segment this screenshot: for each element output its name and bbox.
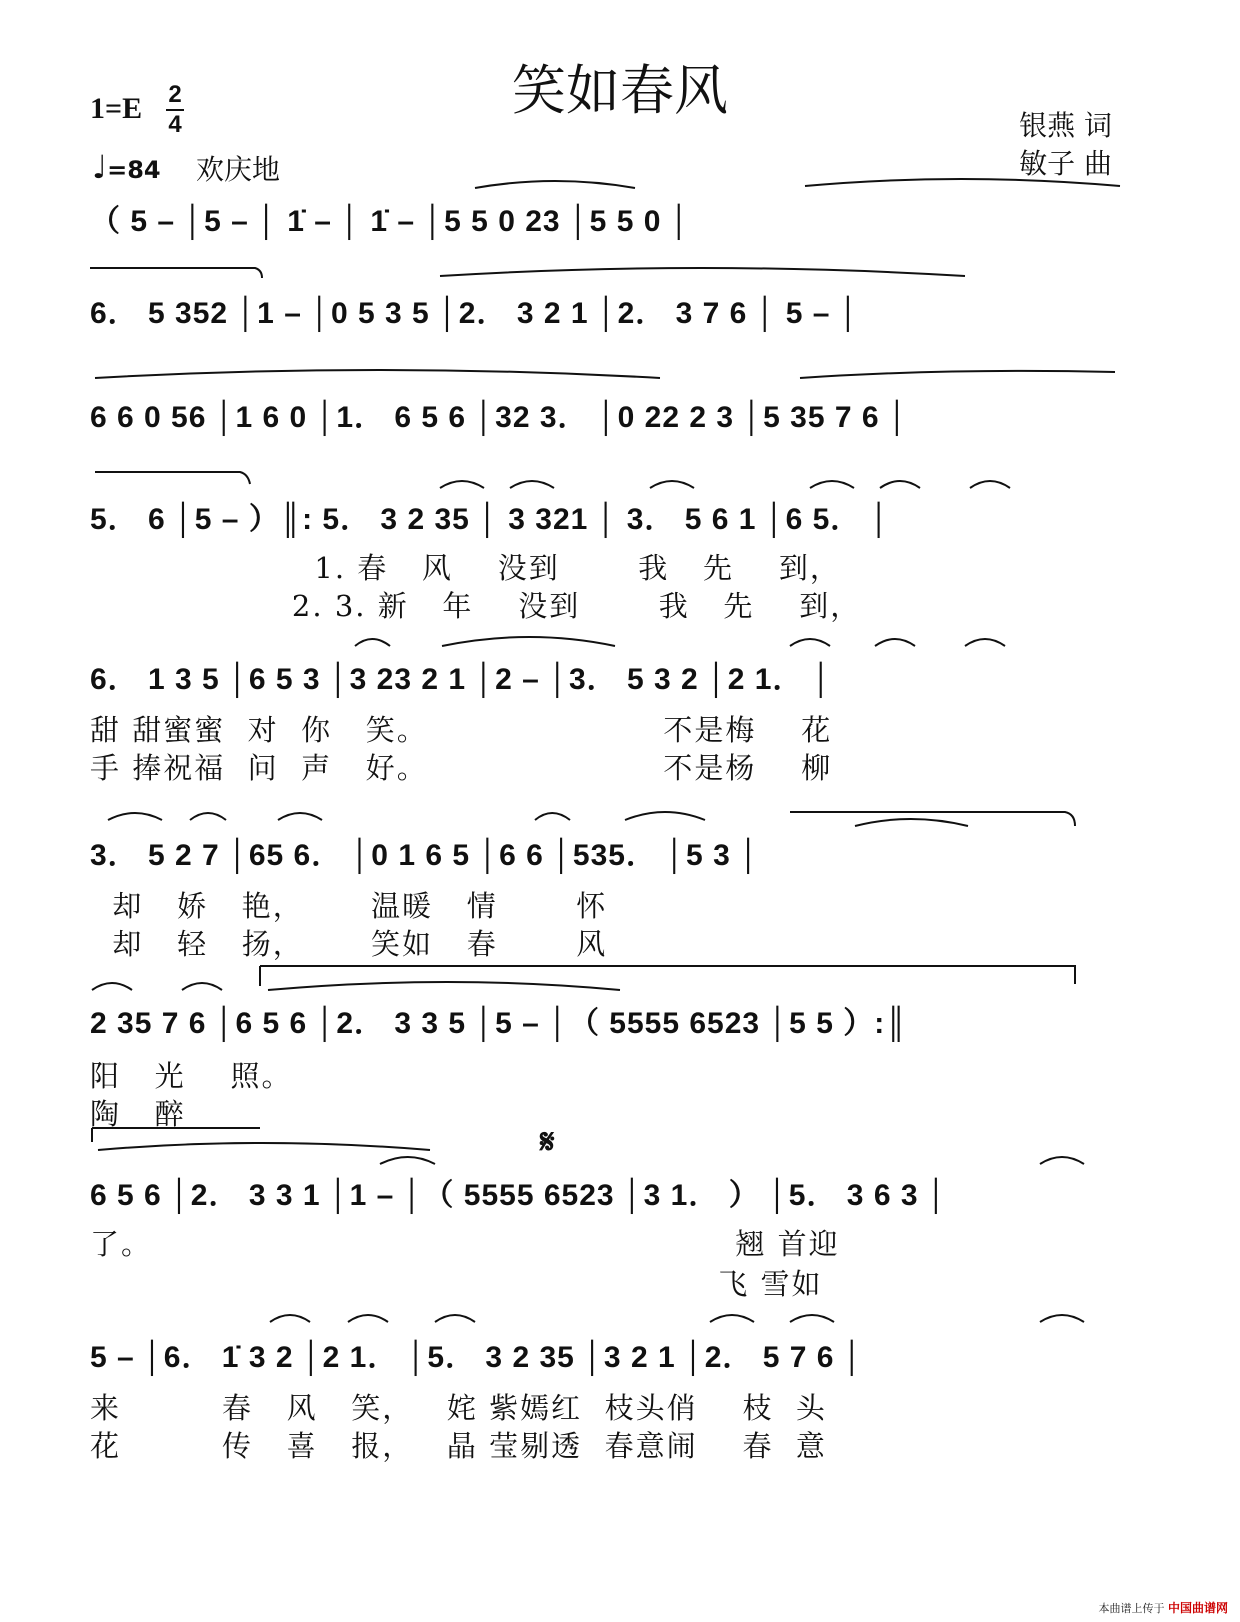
staff-system [90, 800, 1120, 880]
staff-system [90, 966, 1120, 1046]
time-denominator: 4 [168, 111, 182, 138]
lyric-verse-2: 飞 雪如 [90, 1267, 823, 1301]
notation-line: 2 35 7 6 │6 5 6 │2． 3 3 5 │5 – │（ 5555 6523 │5 5 ）:║ [90, 1007, 908, 1040]
lyric-verse-2: 2. 3. 新 年 没到 我 先 到， [90, 589, 862, 623]
lyric-verse-1: 却 娇 艳， 温暖 情 怀 [90, 889, 608, 923]
staff-system [90, 1296, 1120, 1376]
staff-system [90, 466, 1120, 546]
lyric-verse-2: 花 传 喜 报， 晶 莹剔透 春意闹 春 意 [90, 1429, 827, 1463]
notation-line: 6． 1 3 5 │6 5 3 │3 23 2 1 │2 – │3． 5 3 2 │2 1． │ [90, 663, 833, 696]
notation-line: 3． 5 2 7 │65 6． │0 1 6 5 │6 6 │535． │5 3 │ [90, 839, 760, 872]
staff-system [90, 1128, 1120, 1212]
key-signature: 1=E [90, 92, 143, 125]
footer-site-logo: 中国曲谱网 [1167, 1601, 1228, 1615]
time-numerator: 2 [168, 81, 182, 108]
staff-system [90, 626, 1120, 706]
notation-line: 6 6 0 56 │1 6 0 │1． 6 5 6 │32 3． │0 22 2 3 │5 35 7 6 │ [90, 401, 909, 434]
lyricist-credit: 银燕 词 [1019, 109, 1112, 142]
quarter-note-icon: ♩ [92, 148, 108, 186]
lyric-verse-1: 1. 春 风 没到 我 先 到， [90, 551, 841, 585]
composer-credit: 敏子 曲 [1019, 147, 1112, 180]
tempo-value: =84 [107, 156, 161, 184]
lyric-verse-1: 甜 甜蜜蜜 对 你 笑。 不是梅 花 [90, 713, 833, 747]
notation-line: 6． 5 352 │1 – │0 5 3 5 │2． 3 2 1 │2． 3 7 6 │ 5 – │ [90, 297, 860, 330]
notation-line: （ 5 – │5 – │ 1̇ – │ 1̇ – │5 5 0 23 │5 5 0 │ [90, 205, 691, 238]
time-signature [166, 82, 184, 138]
lyric-verse-1: 了。 翘 首迎 [90, 1227, 840, 1261]
staff-system [90, 366, 1120, 446]
notation-line: 5 – │6． 1̇ 3 2 │2 1． │5． 3 2 35 │3 2 1 │2． 5 7 6 │ [90, 1341, 864, 1374]
staff-system [90, 264, 1120, 344]
lyric-verse-2: 陶 醉 [90, 1097, 186, 1131]
footer-watermark [1098, 1599, 1228, 1616]
notation-line: 6 5 6 │2． 3 3 1 │1 – │（ 5555 6523 │3 1． ） │5． 3 6 3 │ [90, 1179, 948, 1212]
segno-sign: 𝄋 [540, 1122, 555, 1162]
expression-mark: 欢庆地 [196, 153, 281, 186]
footer-upload-text: 本曲谱上传于 [1098, 1602, 1165, 1615]
notation-line: 5． 6 │5 – ）║: 5． 3 2 35 │ 3 321 │ 3． 5 6 1 │6 5． │ [90, 503, 891, 536]
lyric-verse-2: 却 轻 扬， 笑如 春 风 [90, 927, 608, 961]
song-title: 笑如春风 [512, 59, 728, 122]
staff-system [90, 176, 1120, 256]
lyric-verse-1: 阳 光 照。 [90, 1059, 293, 1093]
lyric-verse-1: 来 春 风 笑， 姹 紫嫣红 枝头俏 枝 头 [90, 1391, 827, 1425]
lyric-verse-2: 手 捧祝福 问 声 好。 不是杨 柳 [90, 751, 833, 785]
